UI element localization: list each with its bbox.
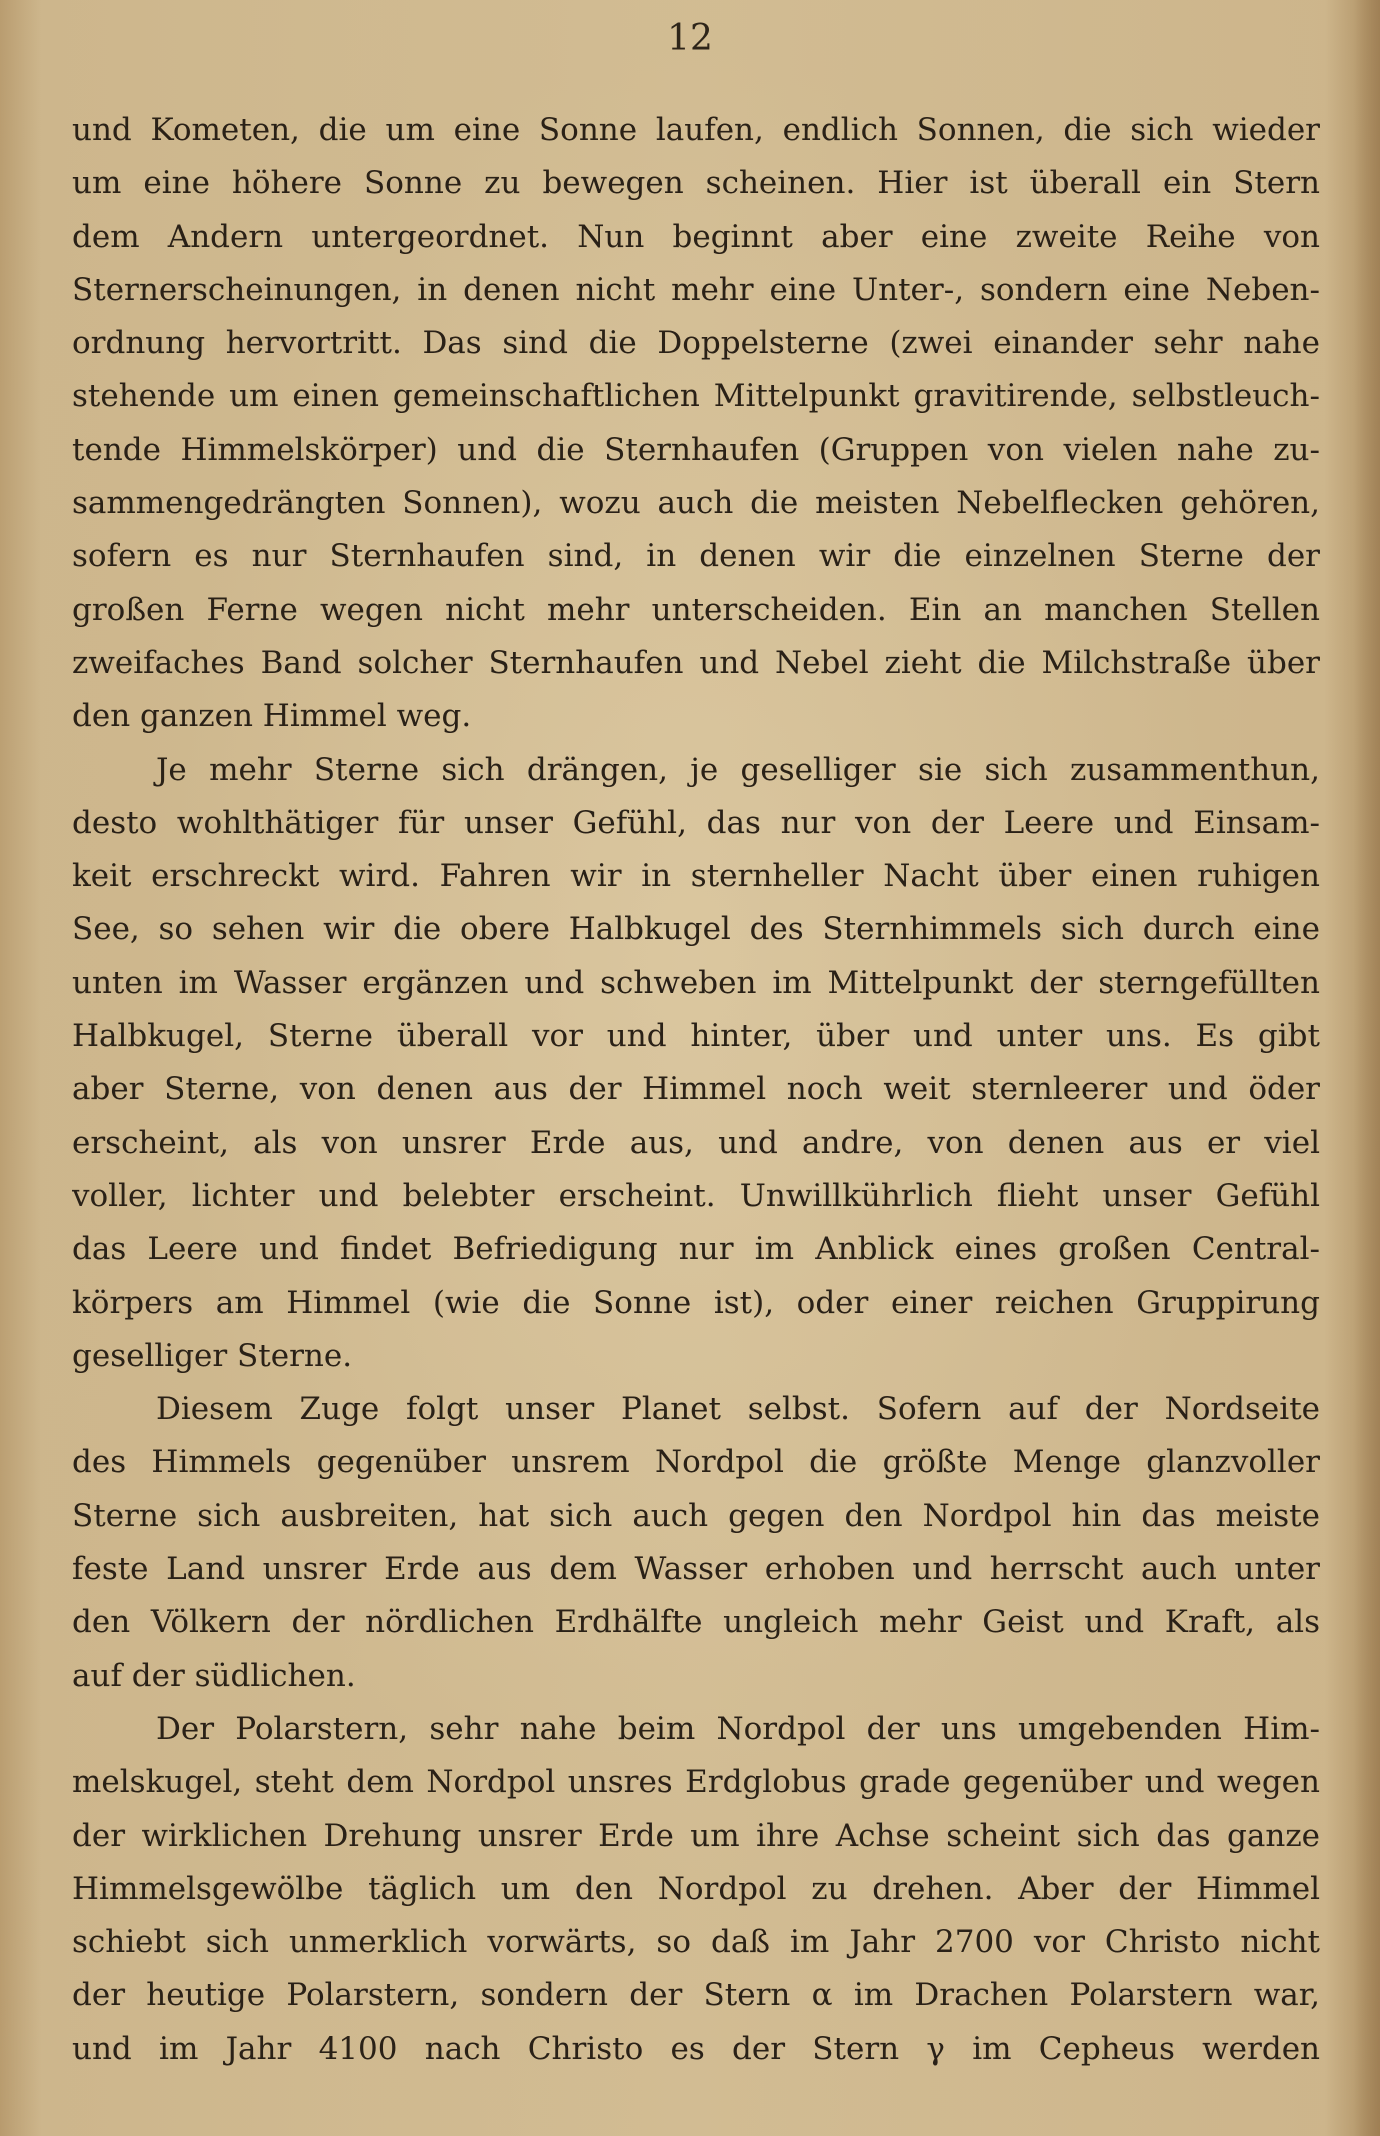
page-edge-shadow bbox=[1354, 0, 1380, 2136]
text-line: der wirklichen Drehung unsrer Erde um ihre Achse scheint sich das ganze bbox=[72, 1817, 1320, 1854]
paragraph-3 bbox=[72, 1383, 1320, 1703]
text-line: feste Land unsrer Erde aus dem Wasser erhoben und herrscht auch unter bbox=[72, 1551, 1320, 1588]
paragraph-2 bbox=[72, 744, 1320, 1384]
text-line: unten im Wasser ergänzen und schweben im Mittelpunkt der sterngefüllten bbox=[72, 964, 1320, 1001]
text-line: das Leere und findet Befriedigung nur im Anblick eines großen Central- bbox=[72, 1231, 1320, 1268]
text-line: Diesem Zuge folgt unser Planet selbst. Sofern auf der Nordseite bbox=[156, 1391, 1320, 1428]
text-line: großen Ferne wegen nicht mehr unterscheiden. Ein an manchen Stellen bbox=[72, 591, 1320, 628]
text-line: Der Polarstern, sehr nahe beim Nordpol der uns umgebenden Him- bbox=[156, 1710, 1320, 1747]
text-line: Halbkugel, Sterne überall vor und hinter, über und unter uns. Es gibt bbox=[72, 1018, 1320, 1055]
text-line: geselliger Sterne. bbox=[72, 1337, 353, 1374]
text-line: keit erschreckt wird. Fahren wir in sternheller Nacht über einen ruhigen bbox=[72, 858, 1320, 895]
text-line: ordnung hervortritt. Das sind die Doppelsterne (zwei einander sehr nahe bbox=[72, 325, 1320, 362]
text-line: aber Sterne, von denen aus der Himmel noch weit sternleerer und öder bbox=[72, 1071, 1320, 1108]
text-line: See, so sehen wir die obere Halbkugel des Sternhimmels sich durch eine bbox=[72, 911, 1320, 948]
text-line: körpers am Himmel (wie die Sonne ist), oder einer reichen Gruppirung bbox=[72, 1284, 1320, 1321]
text-line: den ganzen Himmel weg. bbox=[72, 698, 472, 735]
text-line: erscheint, als von unsrer Erde aus, und andre, von denen aus er viel bbox=[72, 1124, 1320, 1161]
text-line: tende Himmelskörper) und die Sternhaufen (Gruppen von vielen nahe zu- bbox=[72, 431, 1320, 468]
text-line: und im Jahr 4100 nach Christo es der Stern γ im Cepheus werden bbox=[72, 2030, 1320, 2067]
text-line: melskugel, steht dem Nordpol unsres Erdglobus grade gegenüber und wegen bbox=[72, 1764, 1320, 1801]
text-line: der heutige Polarstern, sondern der Stern α im Drachen Polarstern war, bbox=[72, 1977, 1320, 2014]
text-line: den Völkern der nördlichen Erdhälfte ungleich mehr Geist und Kraft, als bbox=[72, 1604, 1320, 1641]
text-line: Sterne sich ausbreiten, hat sich auch gegen den Nordpol hin das meiste bbox=[72, 1497, 1320, 1534]
paragraph-4 bbox=[72, 1703, 1320, 2076]
text-line: Himmelsgewölbe täglich um den Nordpol zu drehen. Aber der Himmel bbox=[72, 1870, 1320, 1907]
text-line: um eine höhere Sonne zu bewegen scheinen. Hier ist überall ein Stern bbox=[72, 165, 1320, 202]
text-line: auf der südlichen. bbox=[72, 1657, 356, 1694]
text-line: und Kometen, die um eine Sonne laufen, endlich Sonnen, die sich wieder bbox=[72, 112, 1320, 148]
text-line: sofern es nur Sternhaufen sind, in denen wir die einzelnen Sterne der bbox=[72, 538, 1320, 575]
paragraph-1 bbox=[72, 104, 1320, 744]
text-line: zweifaches Band solcher Sternhaufen und Nebel zieht die Milchstraße über bbox=[72, 644, 1320, 681]
body-text bbox=[72, 104, 1320, 2076]
text-line: sammengedrängten Sonnen), wozu auch die meisten Nebelflecken gehören, bbox=[72, 485, 1320, 522]
text-line: Sternerscheinungen, in denen nicht mehr eine Unter-, sondern eine Neben- bbox=[72, 271, 1320, 308]
text-line: desto wohlthätiger für unser Gefühl, das nur von der Leere und Einsam- bbox=[72, 804, 1320, 841]
text-line: dem Andern untergeordnet. Nun beginnt aber eine zweite Reihe von bbox=[72, 218, 1320, 255]
text-line: des Himmels gegenüber unsrem Nordpol die größte Menge glanzvoller bbox=[72, 1444, 1320, 1481]
text-line: voller, lichter und belebter erscheint. Unwillkührlich flieht unser Gefühl bbox=[72, 1177, 1320, 1214]
text-line: Je mehr Sterne sich drängen, je geselliger sie sich zusammenthun, bbox=[156, 751, 1320, 788]
text-line: stehende um einen gemeinschaftlichen Mittelpunkt gravitirende, selbstleuch- bbox=[72, 378, 1320, 415]
text-line: schiebt sich unmerklich vorwärts, so daß im Jahr 2700 vor Christo nicht bbox=[72, 1924, 1320, 1961]
page-number: 12 bbox=[667, 18, 713, 59]
